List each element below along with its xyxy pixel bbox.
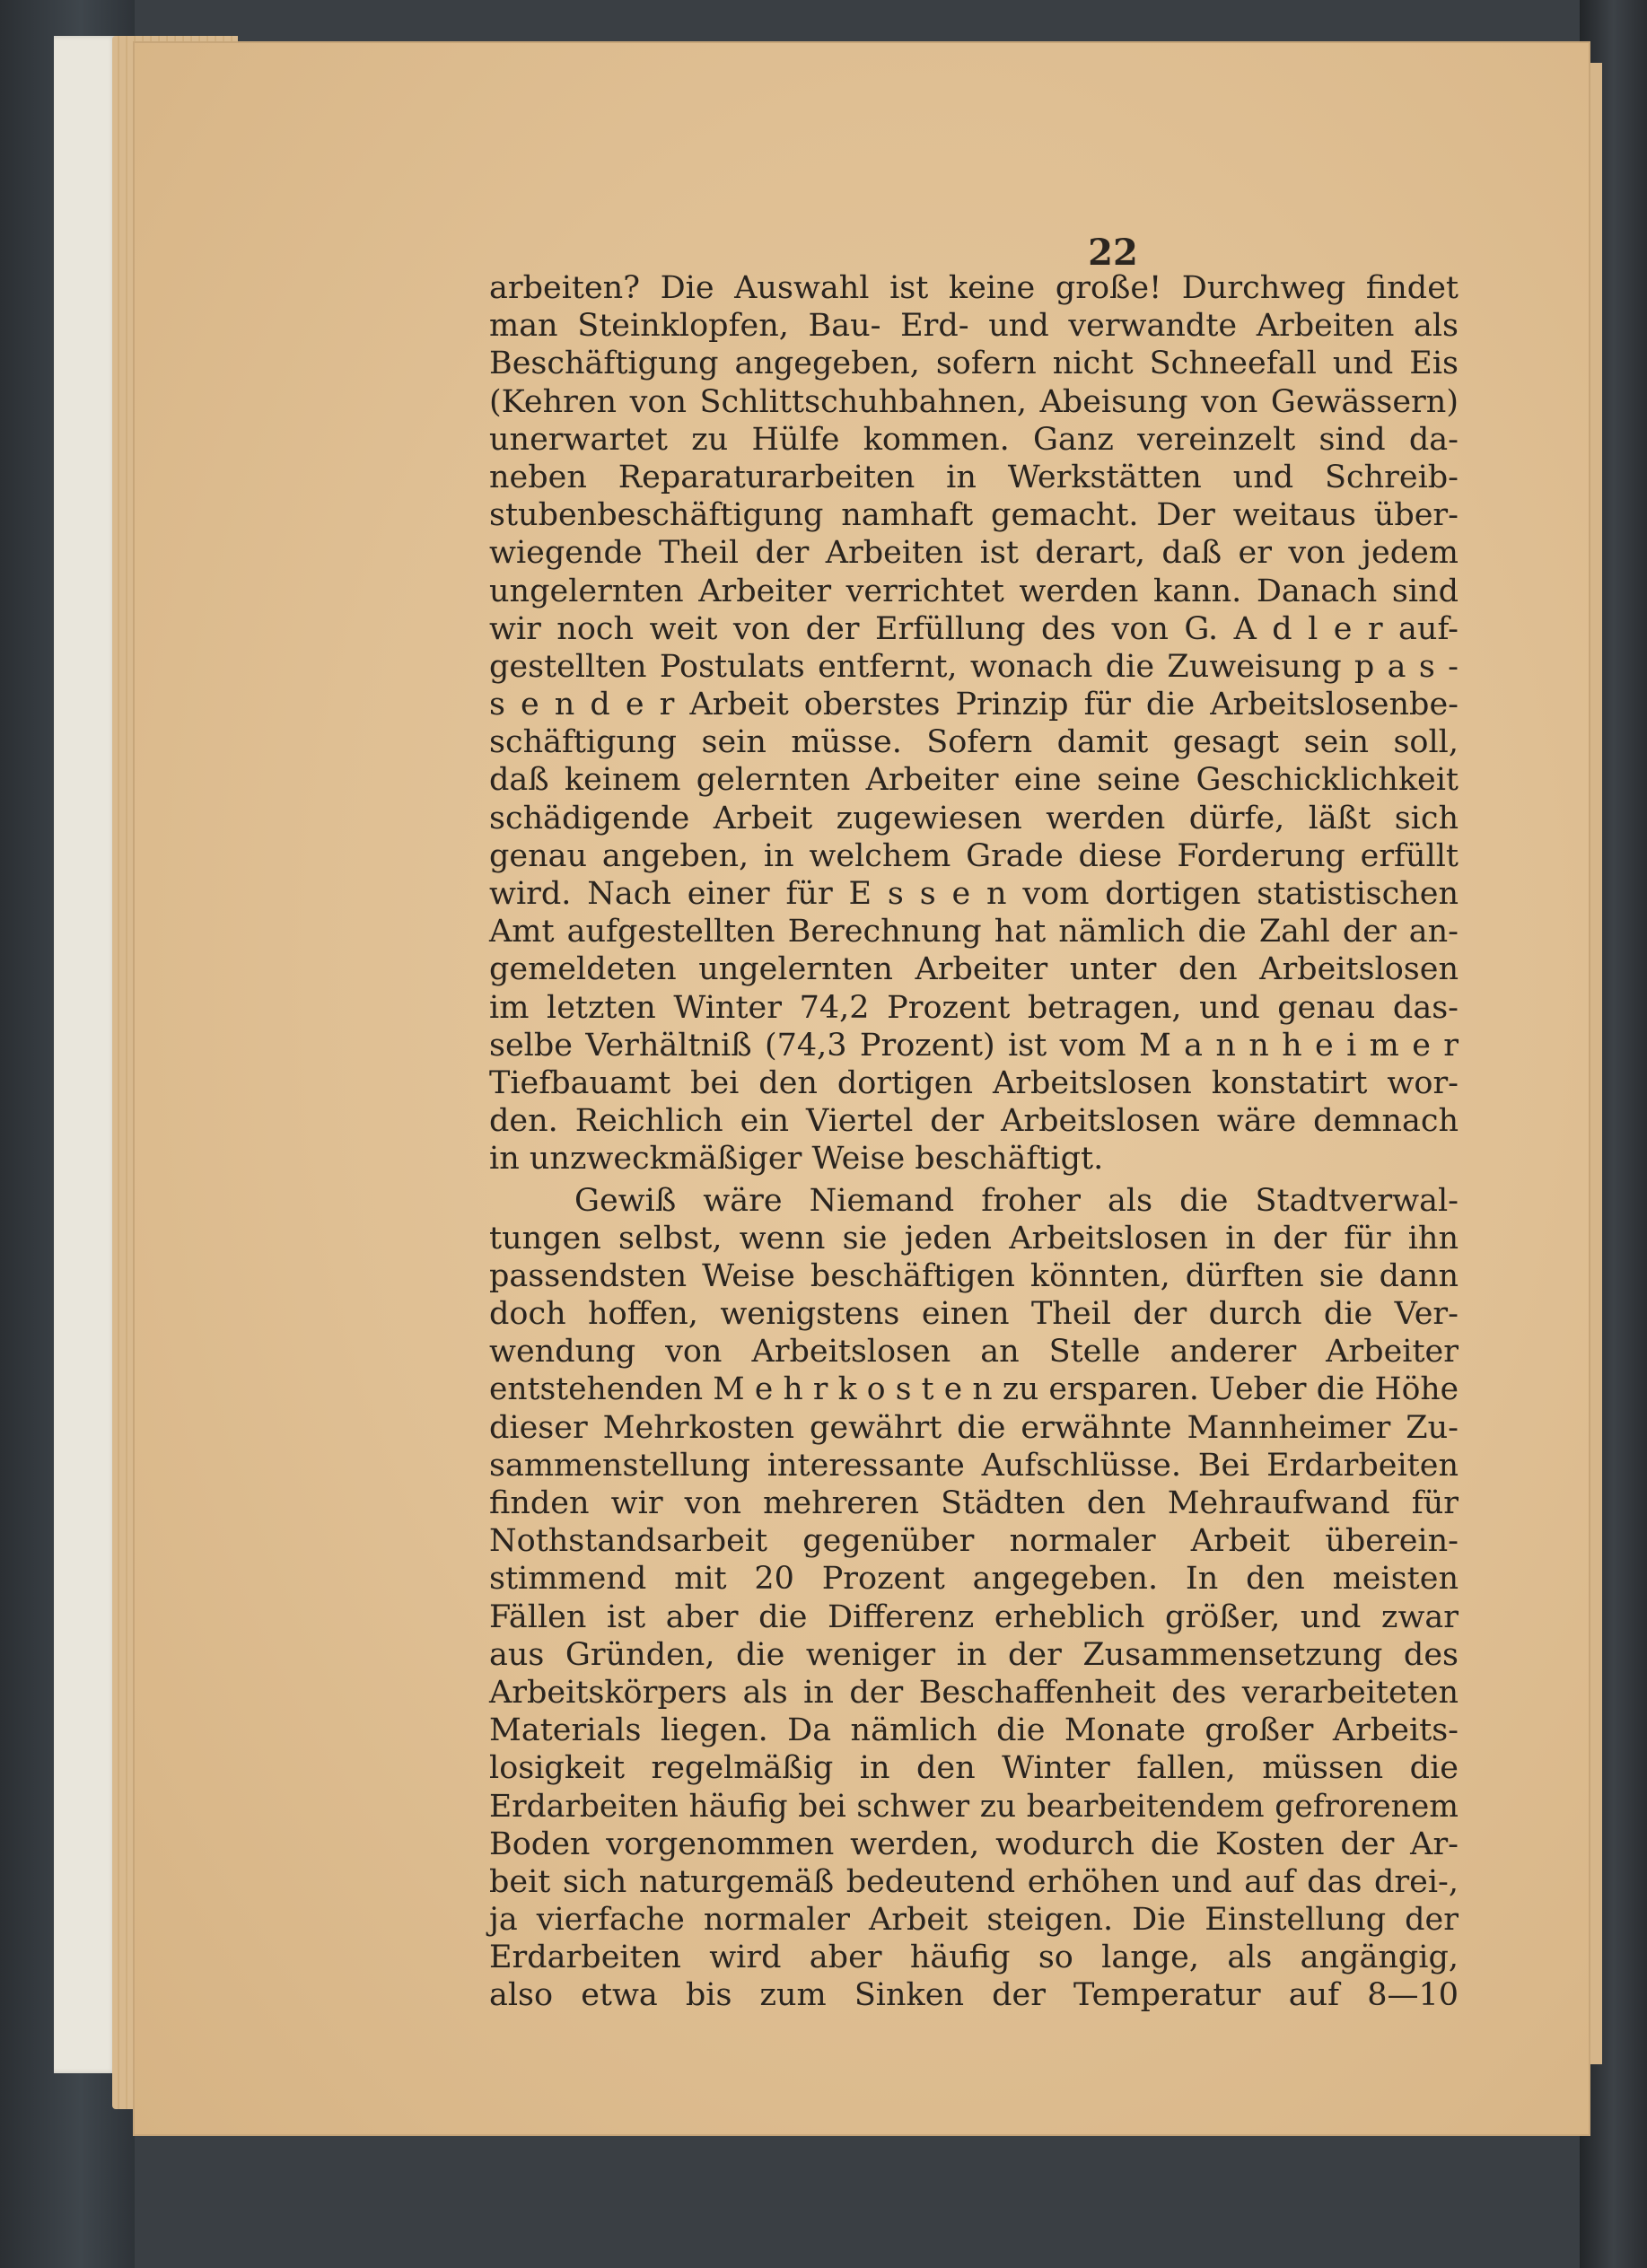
text-line: stimmend mit 20 Prozent angegeben. In den meisten [489,1561,1459,1598]
text-line: genau angeben, in welchem Grade diese Forderung erfüllt [489,837,1459,874]
text-line: ja vierfache normaler Arbeit steigen. Die Einstellung der [489,1902,1459,1939]
text-line: finden wir von mehreren Städten den Mehraufwand für [489,1485,1459,1521]
text-line: Arbeitskörpers als in der Beschaffenheit des verarbeiteten [489,1674,1459,1711]
text-line: selbe Verhältniß (74,3 Prozent) ist vom M a n n h e i m e r [489,1027,1459,1064]
text-line: s e n d e r Arbeit oberstes Prinzip für die Arbeitslosenbe- [489,687,1459,723]
text-line: stubenbeschäftigung namhaft gemacht. Der weitaus über- [489,497,1459,534]
text-line: unerwartet zu Hülfe kommen. Ganz vereinzelt sind da- [489,421,1459,458]
text-line: sammenstellung interessante Aufschlüsse. Bei Erdarbeiten [489,1447,1459,1484]
text-line: Erdarbeiten häufig bei schwer zu bearbeitendem gefrorenem [489,1788,1459,1825]
text-line: beit sich naturgemäß bedeutend erhöhen und auf das drei-, [489,1863,1459,1900]
text-line: Boden vorgenommen werden, wodurch die Kosten der Ar- [489,1826,1459,1862]
book-edge-right [1580,0,1647,2268]
text-line: wiegende Theil der Arbeiten ist derart, daß er von jedem [489,535,1459,572]
text-line: Amt aufgestellten Berechnung hat nämlich die Zahl der an- [489,914,1459,950]
text-line: dieser Mehrkosten gewährt die erwähnte Mannheimer Zu- [489,1409,1459,1446]
text-line: losigkeit regelmäßig in den Winter fallen, müssen die [489,1750,1459,1787]
text-line: wir noch weit von der Erfüllung des von G. A d l e r auf- [489,610,1459,647]
text-line: aus Gründen, die weniger in der Zusammensetzung des [489,1636,1459,1673]
text-line: Nothstandsarbeit gegenüber normaler Arbeit überein- [489,1523,1459,1560]
text-line: wird. Nach einer für E s s e n vom dortigen statistischen [489,876,1459,912]
paragraph [489,1182,1459,2015]
text-body [489,269,1459,2015]
text-line: Gewiß wäre Niemand froher als die Stadtverwal- [574,1182,1459,1219]
text-line: Materials liegen. Da nämlich die Monate großer Arbeits- [489,1712,1459,1749]
cover-endpaper [54,36,118,2073]
text-line: doch hoffen, wenigstens einen Theil der durch die Ver- [489,1296,1459,1333]
text-line: Beschäftigung angegeben, sofern nicht Schneefall und Eis [489,346,1459,382]
text-line: schädigende Arbeit zugewiesen werden dürfe, läßt sich [489,800,1459,836]
text-line: (Kehren von Schlittschuhbahnen, Abeisung von Gewässern) [489,383,1459,420]
text-line: im letzten Winter 74,2 Prozent betragen, und genau das- [489,989,1459,1026]
page-number: 22 [1088,232,1138,274]
text-line: gestellten Postulats entfernt, wonach die Zuweisung p a s - [489,648,1459,685]
text-line: also etwa bis zum Sinken der Temperatur auf 8—10 [489,1977,1459,2014]
text-line: entstehenden M e h r k o s t e n zu ersparen. Ueber die Höhe [489,1371,1459,1408]
text-line: man Steinklopfen, Bau- Erd- und verwandte Arbeiten als [489,308,1459,345]
text-line: wendung von Arbeitslosen an Stelle anderer Arbeiter [489,1334,1459,1370]
text-line: Tiefbauamt bei den dortigen Arbeitslosen konstatirt wor- [489,1064,1459,1101]
text-line: ungelernten Arbeiter verrichtet werden kann. Danach sind [489,573,1459,609]
text-line: Fällen ist aber die Differenz erheblich größer, und zwar [489,1598,1459,1635]
text-line: daß keinem gelernten Arbeiter eine seine Geschicklichkeit [489,762,1459,799]
text-line: neben Reparaturarbeiten in Werkstätten und Schreib- [489,459,1459,495]
text-line: in unzweckmäßiger Weise beschäftigt. [489,1141,1104,1178]
text-line: Erdarbeiten wird aber häufig so lange, als angängig, [489,1940,1459,1976]
text-line: gemeldeten ungelernten Arbeiter unter den Arbeitslosen [489,951,1459,988]
paragraph [489,269,1459,1178]
text-line: tungen selbst, wenn sie jeden Arbeitslosen in der für ihn [489,1220,1459,1257]
text-line: den. Reichlich ein Viertel der Arbeitslosen wäre demnach [489,1103,1459,1140]
text-line: passendsten Weise beschäftigen könnten, dürften sie dann [489,1257,1459,1294]
text-line: schäftigung sein müsse. Sofern damit gesagt sein soll, [489,724,1459,761]
text-line: arbeiten? Die Auswahl ist keine große! Durchweg findet [489,270,1459,306]
